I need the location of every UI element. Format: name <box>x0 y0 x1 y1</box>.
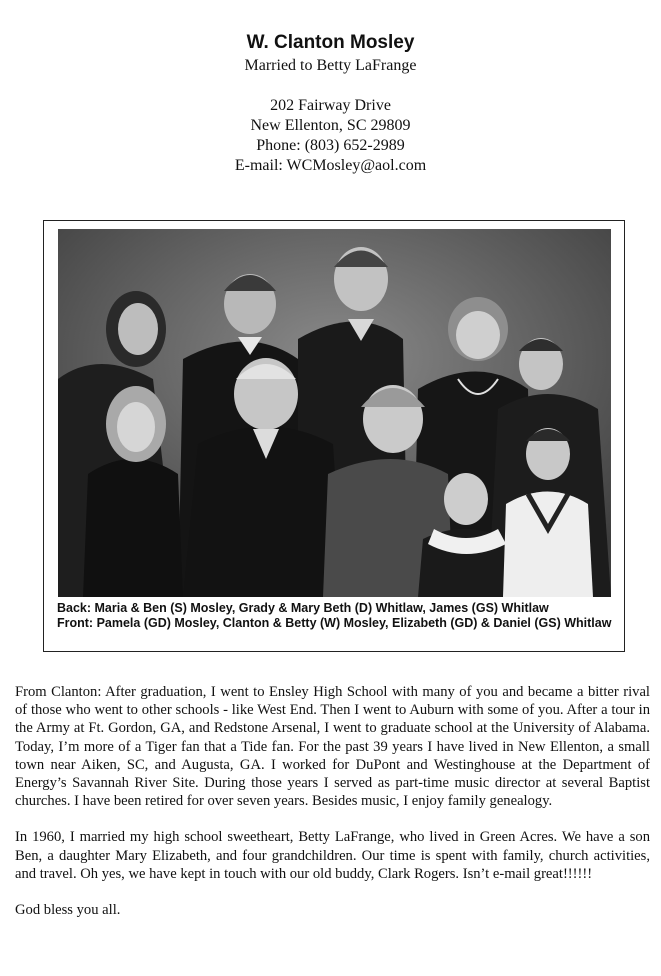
phone-number: Phone: (803) 652-2989 <box>256 137 405 154</box>
biography-text <box>15 683 650 937</box>
biography-paragraph-2: In 1960, I married my high school sweetheart, Betty LaFrange, who lived in Green Acres. We have a son Ben, a daughter Mary Elizabeth, and four grandchildren. Our time is spent with family, church activities, and travel. Oh yes, we have kept in touch with our old buddy, Clark Rogers. Isn’t e-mail great!!!!!! <box>15 829 650 882</box>
family-photo-illustration <box>58 229 611 597</box>
caption-front-row: Front: Pamela (GD) Mosley, Clanton & Betty (W) Mosley, Elizabeth (GD) & Daniel (GS) Whitlaw <box>57 616 612 630</box>
caption-back-row: Back: Maria & Ben (S) Mosley, Grady & Mary Beth (D) Whitlaw, James (GS) Whitlaw <box>57 601 549 615</box>
street-address: 202 Fairway Drive <box>270 97 391 114</box>
city-state-zip: New Ellenton, SC 29809 <box>250 117 411 134</box>
photo-caption <box>57 601 617 631</box>
spouse-line: Married to Betty LaFrange <box>244 57 417 74</box>
family-photo <box>58 229 611 597</box>
profile-header <box>0 32 661 176</box>
biography-paragraph-1: From Clanton: After graduation, I went to Ensley High School with many of you and became a bitter rival of those who went to other schools - like West End. Then I went to Auburn with some of you. After a tour in the Army at Ft. Gordon, GA, and Redstone Arsenal, I went to graduate school at the University of Alabama. Today, I’m more of a Tiger fan that a Tide fan. For the past 39 years I have lived in New Ellenton, a small town near Aiken, SC, and Augusta, GA. I worked for DuPont and Westinghouse at the Department of Energy’s Savannah River Site. During those years I served as part-time music director at several Baptist churches. I have been retired for over seven years. Besides music, I enjoy family genealogy. <box>15 684 650 810</box>
family-photo-frame <box>43 220 625 652</box>
closing-line: God bless you all. <box>15 902 121 919</box>
email-address: E-mail: WCMosley@aol.com <box>234 157 427 174</box>
person-name: W. Clanton Mosley <box>246 32 415 53</box>
contact-block <box>0 96 661 176</box>
